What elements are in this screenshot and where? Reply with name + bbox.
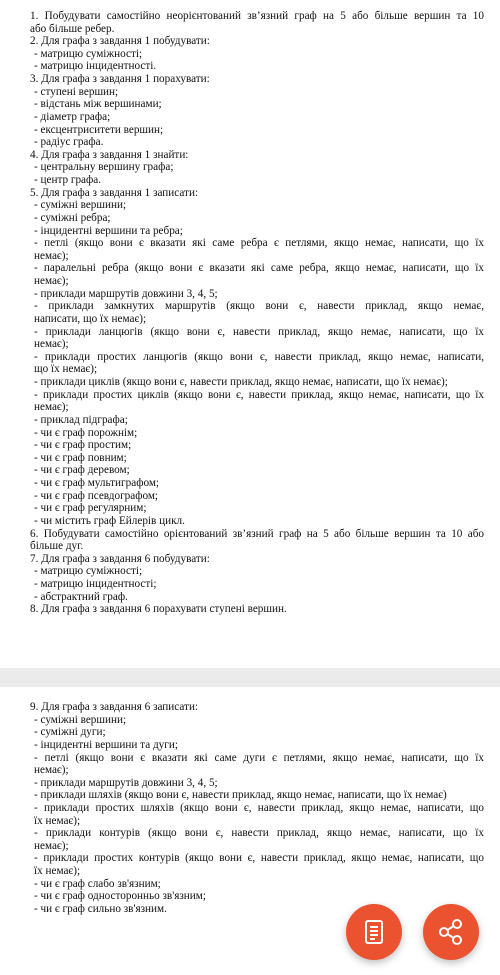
task-line: або більше ребер. (30, 22, 115, 35)
subtask-line: немає); (34, 275, 69, 288)
subtask-line: - відстань між вершинами; (34, 98, 162, 111)
subtask-line: - інцидентні вершини та ребра; (34, 224, 183, 237)
subtask-line: - чи є граф мультиграфом; (34, 477, 160, 490)
share-icon (437, 918, 465, 946)
subtask-line: - приклади маршрутів довжини 3, 4, 5; (34, 776, 218, 789)
task-line: 1. Побудувати самостійно неорієнтований зв’язний граф на 5 або більше вершин та 10 (30, 10, 484, 22)
subtask-line: - чи є граф псевдографом; (34, 489, 159, 502)
subtask-line: - чи є граф порожнім; (34, 426, 138, 439)
subtask-line: - суміжні вершини; (34, 713, 127, 726)
subtask-line: - чи є граф односторонньо зв'язним; (34, 890, 206, 903)
subtask-line: - приклади контурів (якщо вони є, навести приклад, якщо немає, написати, що їх (34, 827, 484, 840)
subtask-line: - суміжні ребра; (34, 211, 111, 224)
subtask-line: написати, що їх немає); (34, 312, 147, 325)
subtask-line: - приклади простих ланцюгів (якщо вони є, навести приклад, якщо немає, написати, (34, 350, 484, 363)
subtask-line: - матрицю суміжності; (34, 47, 143, 60)
subtask-line: немає); (34, 401, 69, 414)
subtask-line: - ступені вершин; (34, 85, 119, 98)
subtask-line: немає); (34, 764, 69, 777)
subtask-line: - приклади замкнутих маршрутів (якщо вони є, навести приклад, якщо немає, (34, 300, 484, 313)
task-line: 8. Для графа з завдання 6 порахувати ступені вершин. (30, 603, 287, 616)
subtask-line: - чи є граф повним; (34, 451, 127, 464)
subtask-line: - приклади циклів (якщо вони є, навести приклад, якщо немає, написати, що їх немає); (34, 376, 448, 389)
document-icon (362, 919, 386, 945)
subtask-line: що їх немає); (34, 363, 98, 376)
subtask-line: - приклади простих шляхів (якщо вони є, навести приклад, якщо немає, написати, що (34, 801, 484, 814)
subtask-line: - радіус графа. (34, 136, 104, 149)
subtask-line: - чи є граф регулярним; (34, 502, 147, 515)
subtask-line: - центральну вершину графа; (34, 161, 174, 174)
subtask-line: немає); (34, 338, 69, 351)
subtask-line: - чи є граф простим; (34, 439, 132, 452)
subtask-line: - чи містить граф Ейлерів цикл. (34, 514, 185, 527)
subtask-line: - центр графа. (34, 174, 102, 187)
subtask-line: - чи є граф деревом; (34, 464, 130, 477)
subtask-line: - матрицю інцидентності; (34, 578, 157, 590)
task-line: 6. Побудувати самостійно орієнтований зв’язний граф на 5 або більше вершин та 10 або (30, 527, 484, 540)
subtask-line: - ексцентриситети вершин; (34, 123, 164, 136)
task-line: 3. Для графа з завдання 1 порахувати: (30, 73, 210, 86)
subtask-line: - петлі (якщо вони є вказати які саме ребра є петлями, якщо немає, написати, що їх (34, 237, 484, 250)
subtask-line: - абстрактний граф. (34, 590, 128, 603)
subtask-line: - матрицю суміжності; (34, 565, 143, 578)
subtask-line: - суміжні дуги; (34, 726, 106, 739)
share-button[interactable] (423, 904, 479, 960)
subtask-line: - приклад підграфа; (34, 413, 128, 426)
subtask-line: їх немає); (34, 865, 81, 878)
task-line: 4. Для графа з завдання 1 знайти: (30, 148, 189, 161)
subtask-line: немає); (34, 839, 69, 852)
subtask-line: - інцидентні вершини та дуги; (34, 738, 178, 751)
subtask-line: - петлі (якщо вони є вказати які саме дуги є петлями, якщо немає, написати, що їх (34, 751, 484, 764)
task-line: 7. Для графа з завдання 6 побудувати: (30, 552, 210, 565)
subtask-line: - приклади шляхів (якщо вони є, навести приклад, якщо немає, написати, що їх немає) (34, 789, 447, 802)
task-line: 5. Для графа з завдання 1 записати: (30, 186, 199, 199)
subtask-line: - приклади простих циклів (якщо вони є, навести приклад, якщо немає, написати, що їх (34, 388, 484, 401)
subtask-line: їх немає); (34, 814, 81, 827)
subtask-line: - матрицю інцидентності. (34, 60, 157, 73)
subtask-line: немає); (34, 249, 69, 262)
task-line: 9. Для графа з завдання 6 записати: (30, 701, 199, 713)
subtask-line: - паралельні ребра (якщо вони є вказати які саме ребра, якщо немає, написати, що їх (34, 262, 484, 275)
subtask-line: - приклади простих контурів (якщо вони є, навести приклад, якщо немає, написати, що (34, 852, 484, 865)
subtask-line: - діаметр графа; (34, 110, 111, 123)
task-line: більше дуг. (30, 540, 84, 553)
subtask-line: - чи є граф сильно зв'язним. (34, 902, 167, 915)
subtask-line: - приклади ланцюгів (якщо вони є, навести приклад, якщо немає, написати, що їх (34, 325, 484, 338)
document-button[interactable] (346, 904, 402, 960)
task-line: 2. Для графа з завдання 1 побудувати: (30, 35, 210, 48)
subtask-line: - чи є граф слабо зв'язним; (34, 877, 161, 890)
subtask-line: - суміжні вершини; (34, 199, 127, 212)
subtask-line: - приклади маршрутів довжини 3, 4, 5; (34, 287, 218, 300)
